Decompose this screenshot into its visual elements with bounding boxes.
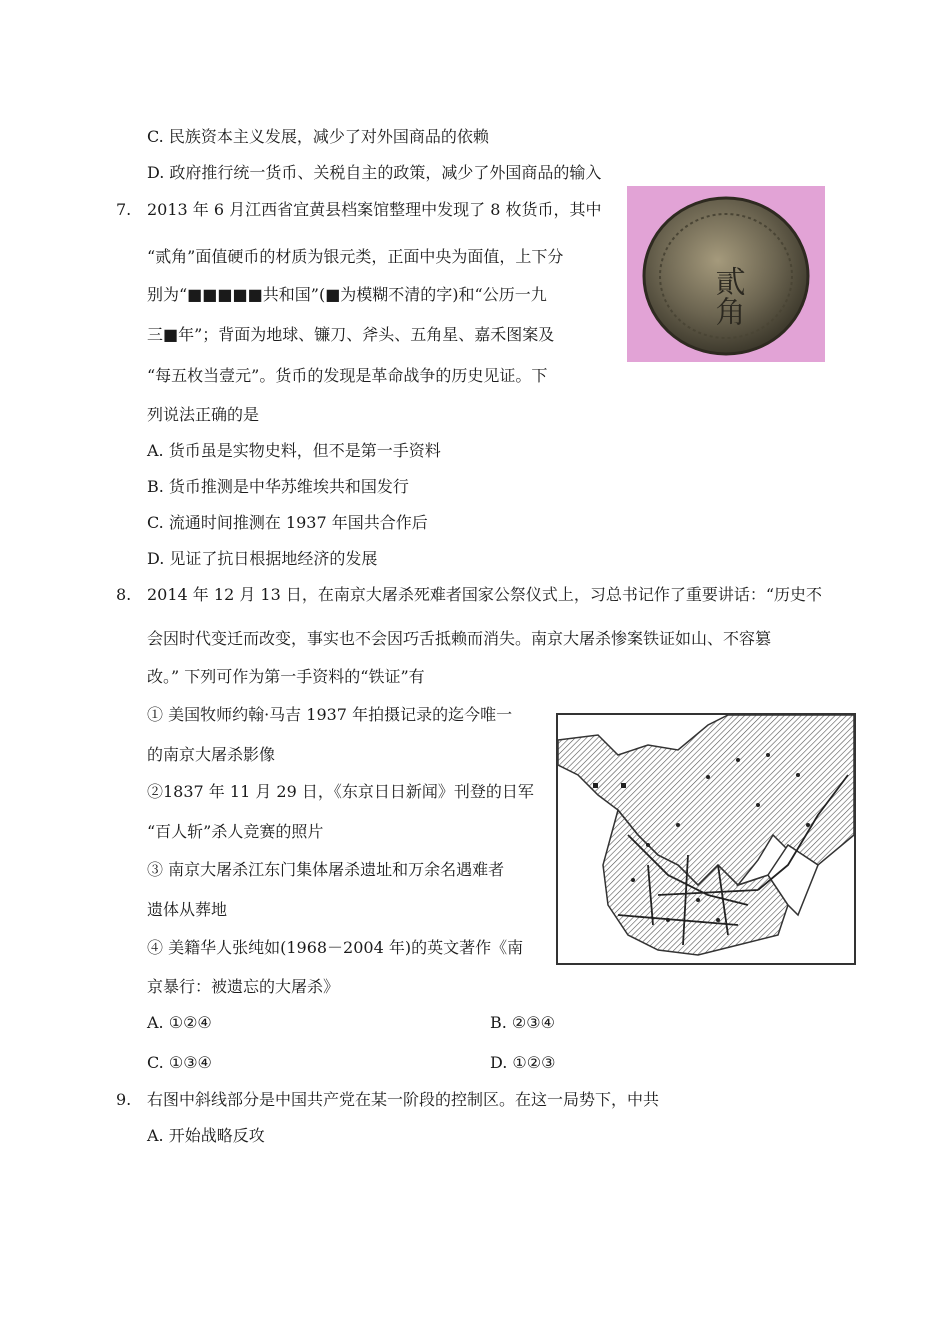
q7-option-a: A. 货币虽是实物史料，但不是第一手资料 — [147, 441, 441, 460]
q9-number: 9. — [116, 1090, 132, 1109]
q8-item-4-cont: 京暴行：被遗忘的大屠杀》 — [147, 977, 340, 996]
q7-stem-line-6: 列说法正确的是 — [147, 405, 260, 424]
q7-option-b: B. 货币推测是中华苏维埃共和国发行 — [147, 477, 409, 496]
coin-photo — [627, 186, 825, 362]
q8-stem-line-1: 2014 年 12 月 13 日，在南京大屠杀死难者国家公祭仪式上，习总书记作了重要讲话：“历史不 — [147, 585, 823, 604]
q7-stem-line-2: “贰角”面值硬币的材质为银元类，正面中央为面值，上下分 — [147, 247, 564, 266]
q7-option-c: C. 流通时间推测在 1937 年国共合作后 — [147, 513, 428, 532]
q8-stem-line-2: 会因时代变迁而改变，事实也不会因巧舌抵赖而消失。南京大屠杀惨案铁证如山、不容篡 — [147, 629, 772, 648]
q8-item-3: ③ 南京大屠杀江东门集体屠杀遗址和万余名遇难者 — [147, 860, 505, 879]
q7-number: 7. — [116, 200, 132, 219]
q8-stem-line-3: 改。” 下列可作为第一手资料的“铁证”有 — [147, 667, 425, 686]
q8-item-2: ②1837 年 11 月 29 日，《东京日日新闻》刊登的日军 — [147, 782, 534, 801]
q9-stem: 右图中斜线部分是中国共产党在某一阶段的控制区。在这一局势下，中共 — [147, 1090, 660, 1109]
q7-stem-line-4: 三■年”；背面为地球、镰刀、斧头、五角星、嘉禾图案及 — [147, 325, 555, 344]
q8-item-3-cont: 遗体从葬地 — [147, 900, 228, 919]
q8-option-a: A. ①②④ — [147, 1013, 212, 1032]
q7-stem-line-1: 2013 年 6 月江西省宜黄县档案馆整理中发现了 8 枚货币，其中 — [147, 200, 602, 219]
q8-item-1: ① 美国牧师约翰·马吉 1937 年拍摄记录的迄今唯一 — [147, 705, 513, 724]
q7-option-d: D. 见证了抗日根据地经济的发展 — [147, 549, 378, 568]
q9-option-a: A. 开始战略反攻 — [147, 1126, 265, 1145]
q8-option-b: B. ②③④ — [490, 1013, 555, 1032]
q6-option-c: C. 民族资本主义发展，减少了对外国商品的依赖 — [147, 127, 489, 146]
q6-option-d: D. 政府推行统一货币、关税自主的政策，减少了外国商品的输入 — [147, 163, 602, 182]
q7-stem-line-5: “每五枚当壹元”。货币的发现是革命战争的历史见证。下 — [147, 366, 548, 385]
q8-item-1-cont: 的南京大屠杀影像 — [147, 745, 276, 764]
q8-item-4: ④ 美籍华人张纯如(1968－2004 年)的英文著作《南 — [147, 938, 524, 957]
q7-stem-line-3: 别为“■■■■■共和国”(■为模糊不清的字)和“公历一九 — [147, 285, 547, 304]
coin-face-value: 貳角 — [709, 266, 745, 326]
control-area-map — [556, 713, 856, 965]
q8-number: 8. — [116, 585, 132, 604]
q8-item-2-cont: “百人斩”杀人竞赛的照片 — [147, 822, 324, 841]
q8-option-d: D. ①②③ — [490, 1053, 556, 1072]
q8-option-c: C. ①③④ — [147, 1053, 212, 1072]
